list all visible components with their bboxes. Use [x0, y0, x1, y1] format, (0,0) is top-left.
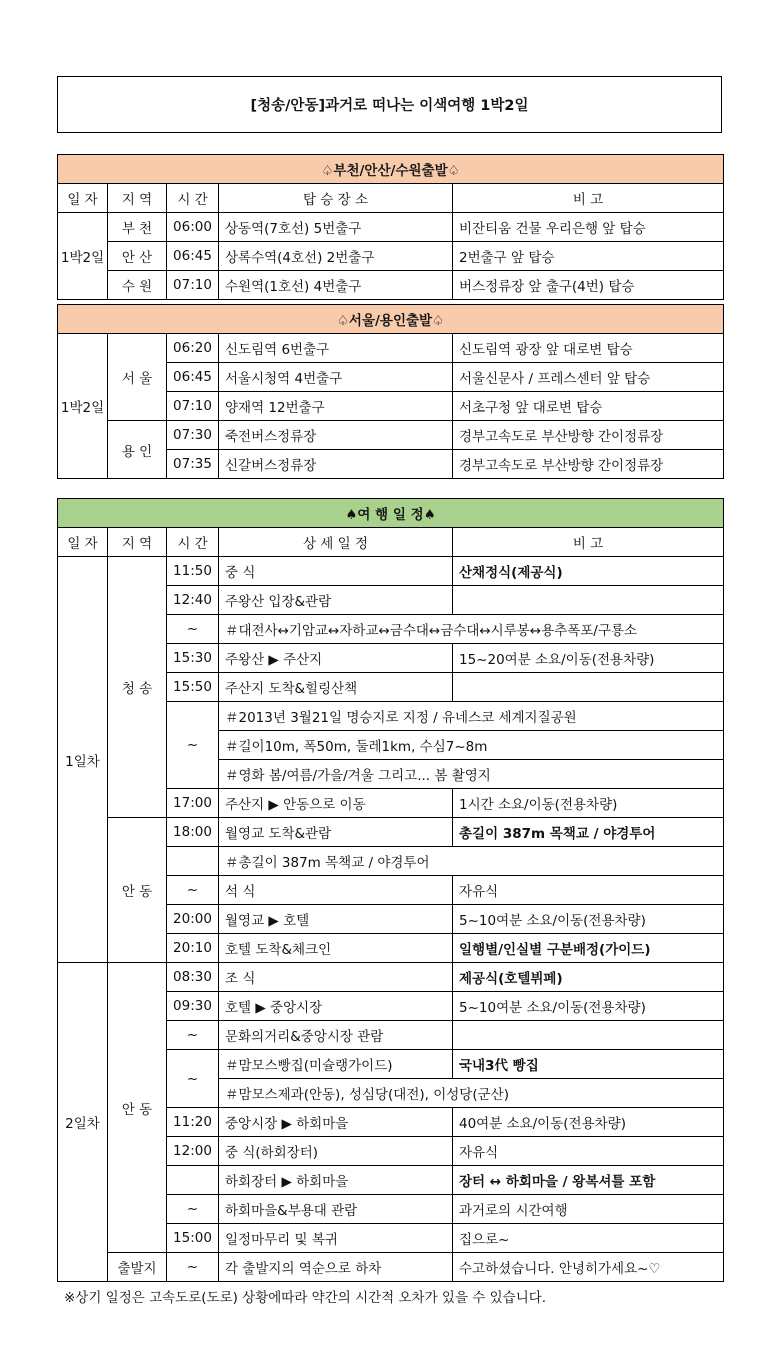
detail-cell: 문화의거리&중앙시장 관람	[219, 1021, 453, 1050]
detail-cell: ＃2013년 3월21일 명승지로 지정 / 유네스코 세계지질공원	[219, 702, 724, 731]
detail-cell: 각 출발지의 역순으로 하차	[219, 1253, 453, 1282]
footnote: ※상기 일정은 고속도로(도로) 상황에따라 약간의 시간적 오차가 있을 수 있습니다.	[64, 1290, 547, 1306]
time-cell: 07:30	[167, 421, 219, 450]
time-cell: 11:50	[167, 557, 219, 586]
table-row	[58, 421, 724, 450]
time-cell: 07:10	[167, 271, 219, 300]
note-cell: 서초구청 앞 대로변 탑승	[453, 392, 724, 421]
note-cell: 국내3代 빵집	[453, 1050, 724, 1079]
region-cell: 청 송	[108, 557, 167, 818]
note-cell: 장터 ↔ 하회마을 / 왕복셔틀 포함	[453, 1166, 724, 1195]
time-cell: ~	[167, 1050, 219, 1108]
note-cell: 1시간 소요/이동(전용차량)	[453, 789, 724, 818]
header-note: 비 고	[453, 184, 724, 213]
departure-table-seoul-yongin	[57, 304, 724, 479]
place-cell: 상동역(7호선) 5번출구	[219, 213, 453, 242]
table-row	[58, 271, 724, 300]
note-cell: 비잔티움 건물 우리은행 앞 탑승	[453, 213, 724, 242]
detail-cell: ＃맘모스제과(안동), 성심당(대전), 이성당(군산)	[219, 1079, 724, 1108]
note-cell: 버스정류장 앞 출구(4번) 탑승	[453, 271, 724, 300]
time-cell: ~	[167, 702, 219, 789]
region-cell: 안 동	[108, 818, 167, 963]
note-cell: 총길이 387m 목책교 / 야경투어	[453, 818, 724, 847]
detail-cell: 하회마을&부용대 관람	[219, 1195, 453, 1224]
time-cell: 08:30	[167, 963, 219, 992]
header-time: 시 간	[167, 528, 219, 557]
detail-cell: ＃총길이 387m 목책교 / 야경투어	[219, 847, 724, 876]
note-cell: 2번출구 앞 탑승	[453, 242, 724, 271]
header-note: 비 고	[453, 528, 724, 557]
detail-cell: 호텔 도착&체크인	[219, 934, 453, 963]
region-cell: 안 산	[108, 242, 167, 271]
place-cell: 수원역(1호선) 4번출구	[219, 271, 453, 300]
section-title: ♤서울/용인출발♤	[58, 305, 724, 334]
detail-cell: ＃맘모스빵집(미슐랭가이드)	[219, 1050, 453, 1079]
note-cell	[453, 586, 724, 615]
detail-cell: ＃영화 봄/여름/가을/겨울 그리고... 봄 촬영지	[219, 760, 724, 789]
header-boarding-place: 탑 승 장 소	[219, 184, 453, 213]
day-cell: 2일차	[58, 963, 108, 1282]
note-cell: 집으로~	[453, 1224, 724, 1253]
region-cell: 수 원	[108, 271, 167, 300]
time-cell: 06:00	[167, 213, 219, 242]
detail-cell: ＃길이10m, 폭50m, 둘레1km, 수심7~8m	[219, 731, 724, 760]
day-cell: 1일차	[58, 557, 108, 963]
time-cell: ~	[167, 1195, 219, 1224]
time-cell: ~	[167, 1021, 219, 1050]
header-region: 지 역	[108, 528, 167, 557]
note-cell: 신도림역 광장 앞 대로변 탑승	[453, 334, 724, 363]
note-cell	[453, 673, 724, 702]
detail-cell: 중앙시장 ▶ 하회마을	[219, 1108, 453, 1137]
note-cell: 과거로의 시간여행	[453, 1195, 724, 1224]
time-cell: 18:00	[167, 818, 219, 847]
header-day: 일 자	[58, 528, 108, 557]
detail-cell: 석 식	[219, 876, 453, 905]
time-cell: ~	[167, 1253, 219, 1282]
place-cell: 신갈버스정류장	[219, 450, 453, 479]
section-title: ♤부천/안산/수원출발♤	[58, 155, 724, 184]
detail-cell: 조 식	[219, 963, 453, 992]
column-header-row	[58, 528, 724, 557]
place-cell: 신도림역 6번출구	[219, 334, 453, 363]
detail-cell: 일정마무리 및 복귀	[219, 1224, 453, 1253]
header-region: 지 역	[108, 184, 167, 213]
note-cell: 5~10여분 소요/이동(전용차량)	[453, 992, 724, 1021]
itinerary-table	[57, 498, 724, 1282]
table-row	[58, 242, 724, 271]
time-cell	[167, 847, 219, 876]
note-cell: 서울신문사 / 프레스센터 앞 탑승	[453, 363, 724, 392]
header-day: 일 자	[58, 184, 108, 213]
detail-cell: 호텔 ▶ 중앙시장	[219, 992, 453, 1021]
time-cell: 15:00	[167, 1224, 219, 1253]
region-cell: 용 인	[108, 421, 167, 479]
note-cell: 수고하셨습니다. 안녕히가세요~♡	[453, 1253, 724, 1282]
time-cell: 20:00	[167, 905, 219, 934]
detail-cell: ＃대전사↔기암교↔자하교↔금수대↔금수대↔시루봉↔용추폭포/구룡소	[219, 615, 724, 644]
detail-cell: 월영교 ▶ 호텔	[219, 905, 453, 934]
note-cell: 경부고속도로 부산방향 간이정류장	[453, 450, 724, 479]
note-cell: 일행별/인실별 구분배정(가이드)	[453, 934, 724, 963]
region-cell: 안 동	[108, 963, 167, 1253]
table-row	[58, 557, 724, 586]
detail-cell: 주산지 ▶ 안동으로 이동	[219, 789, 453, 818]
time-cell: 09:30	[167, 992, 219, 1021]
time-cell: ~	[167, 876, 219, 905]
time-cell: 06:45	[167, 363, 219, 392]
place-cell: 상록수역(4호선) 2번출구	[219, 242, 453, 271]
detail-cell: 주산지 도착&힐링산책	[219, 673, 453, 702]
time-cell: 11:20	[167, 1108, 219, 1137]
time-cell: 07:10	[167, 392, 219, 421]
note-cell: 40여분 소요/이동(전용차량)	[453, 1108, 724, 1137]
place-cell: 서울시청역 4번출구	[219, 363, 453, 392]
detail-cell: 중 식	[219, 557, 453, 586]
page-title: [청송/안동]과거로 떠나는 이색여행 1박2일	[57, 76, 722, 133]
time-cell: 20:10	[167, 934, 219, 963]
time-cell: 12:40	[167, 586, 219, 615]
section-title: ♠여 행 일 정♠	[58, 499, 724, 528]
table-row	[58, 334, 724, 363]
time-cell: 15:30	[167, 644, 219, 673]
note-cell	[453, 1021, 724, 1050]
note-cell: 경부고속도로 부산방향 간이정류장	[453, 421, 724, 450]
place-cell: 죽전버스정류장	[219, 421, 453, 450]
region-cell: 부 천	[108, 213, 167, 242]
header-detail: 상 세 일 정	[219, 528, 453, 557]
table-row	[58, 213, 724, 242]
note-cell: 산채정식(제공식)	[453, 557, 724, 586]
time-cell: ~	[167, 615, 219, 644]
table-row	[58, 818, 724, 847]
note-cell: 15~20여분 소요/이동(전용차량)	[453, 644, 724, 673]
note-cell: 자유식	[453, 1137, 724, 1166]
place-cell: 양재역 12번출구	[219, 392, 453, 421]
note-cell: 5~10여분 소요/이동(전용차량)	[453, 905, 724, 934]
day-cell: 1박2일	[58, 334, 108, 479]
time-cell	[167, 1166, 219, 1195]
time-cell: 06:45	[167, 242, 219, 271]
note-cell: 제공식(호텔뷔페)	[453, 963, 724, 992]
time-cell: 17:00	[167, 789, 219, 818]
detail-cell: 하회장터 ▶ 하회마을	[219, 1166, 453, 1195]
table-row	[58, 963, 724, 992]
detail-cell: 중 식(하회장터)	[219, 1137, 453, 1166]
note-cell: 자유식	[453, 876, 724, 905]
detail-cell: 주왕산 입장&관람	[219, 586, 453, 615]
time-cell: 12:00	[167, 1137, 219, 1166]
column-header-row	[58, 184, 724, 213]
region-cell: 출발지	[108, 1253, 167, 1282]
header-time: 시 간	[167, 184, 219, 213]
departure-table-bucheon-ansan-suwon	[57, 154, 724, 300]
day-cell: 1박2일	[58, 213, 108, 300]
time-cell: 07:35	[167, 450, 219, 479]
detail-cell: 주왕산 ▶ 주산지	[219, 644, 453, 673]
table-row	[58, 1253, 724, 1282]
time-cell: 15:50	[167, 673, 219, 702]
detail-cell: 월영교 도착&관람	[219, 818, 453, 847]
region-cell: 서 울	[108, 334, 167, 421]
time-cell: 06:20	[167, 334, 219, 363]
